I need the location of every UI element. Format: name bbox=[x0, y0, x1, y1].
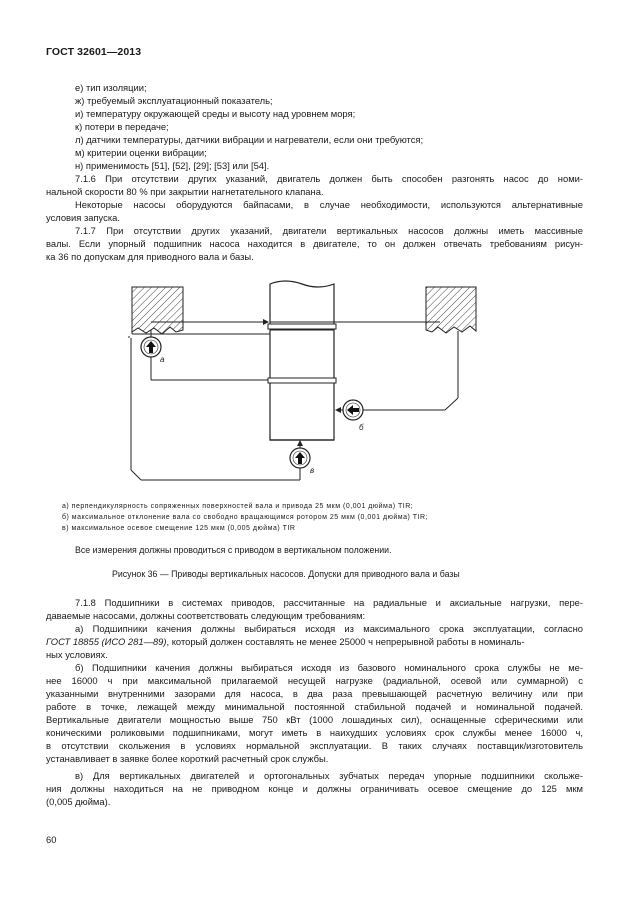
list-item: ж) требуемый эксплуатационный показатель; bbox=[75, 95, 273, 106]
paragraph-line: условия запуска. bbox=[46, 212, 120, 223]
figure-caption: Рисунок 36 — Приводы вертикальных насосов. Допуски для приводного вала и базы bbox=[112, 569, 460, 579]
label-b: б bbox=[359, 423, 364, 432]
paragraph-line: а) Подшипники качения должны выбираться исходя из максимального срока эксплуатации, согласно bbox=[75, 623, 583, 634]
label-v: в bbox=[310, 466, 315, 475]
paragraph-line: Некоторые насосы оборудуются байпасами, в случае необходимости, используются альтернативные bbox=[75, 199, 583, 210]
page-number: 60 bbox=[46, 834, 57, 845]
list-item: л) датчики температуры, датчики вибрации и нагреватели, если они требуются; bbox=[75, 134, 424, 145]
paragraph-line bbox=[46, 636, 525, 648]
measurement-note: Все измерения должны проводиться с приводом в вертикальном положении. bbox=[75, 545, 392, 555]
list-item: и) температуру окружающей среды и высоту над уровнем моря; bbox=[75, 108, 356, 119]
figure-note: в) максимальное осевое смещение 125 мкм (0,005 дюйма) TIR bbox=[62, 525, 296, 532]
document-header: ГОСТ 32601—2013 bbox=[46, 46, 142, 58]
paragraph-line: коническими роликовыми подшипниками, могут иметь в наихудших условиях срок службы менее 16000 ч, bbox=[46, 727, 583, 738]
dial-indicator-b bbox=[336, 331, 458, 432]
list-item: е) тип изоляции; bbox=[75, 82, 147, 93]
list-item: н) применимость [51], [52], [29]; [53] или [54]. bbox=[75, 160, 270, 171]
paragraph-line: работе в точке, лежащей между минимальной постоянной стабильной подачей и номинальной подачей. bbox=[46, 701, 583, 712]
paragraph-line: указанными внутренними зазорами для насоса, в два раза превышающей расчетную величину или при bbox=[46, 688, 583, 699]
paragraph-line: 7.1.6 При отсутствии других указаний, двигатель должен быть способен разгонять насос до номи- bbox=[75, 173, 583, 184]
paragraph-line: ния должны находиться на не приводном конце и должны ограничивать осевое смещение до 125 мкм bbox=[46, 783, 583, 794]
paragraph-line: нальной скорости 80 % при закрытии нагнетательного клапана. bbox=[46, 186, 324, 197]
paragraph-line: 7.1.7 При отсутствии других указаний, двигатели вертикальных насосов должны иметь массивные bbox=[75, 225, 583, 236]
label-a: а bbox=[160, 355, 165, 364]
figure-note: а) перпендикулярность сопряженных поверхностей вала и привода 25 мкм (0,001 дюйма) TIR; bbox=[62, 503, 414, 510]
paragraph-line: ных условиях. bbox=[46, 649, 108, 660]
paragraph-line: даваемые насосами, должны соответствовать следующим требованиям: bbox=[46, 610, 366, 621]
figure-note: б) максимальное отклонение вала со свободно вращающимся ротором 25 мкм (0,001 дюйма) TIR; bbox=[62, 514, 428, 521]
list-item: м) критерии оценки вибрации; bbox=[75, 147, 207, 158]
paragraph-line: б) Подшипники качения должны выбираться исходя из базового номинального срока службы не ме- bbox=[75, 662, 583, 673]
standard-reference: ГОСТ 18855 (ИСО 281—89) bbox=[46, 636, 167, 647]
left-base-support bbox=[132, 287, 183, 334]
right-base-support bbox=[426, 287, 476, 333]
paragraph-line: в отсутствии скольжения в условиях нормальной эксплуатации. В таких случаях поставщик/изготовитель bbox=[46, 740, 583, 751]
paragraph-line: устанавливает в заявке более короткий расчетный срок службы. bbox=[46, 753, 329, 764]
paragraph-line: нее 16000 ч при максимальной прилагаемой несущей нагрузке (радиальной, осевой или суммарной) с bbox=[46, 675, 583, 686]
paragraph-line: (0,005 дюйма). bbox=[46, 796, 111, 807]
paragraph-line: 7.1.8 Подшипники в системах приводов, рассчитанные на радиальные и аксиальные нагрузки, пере- bbox=[75, 597, 583, 608]
paragraph-line: валы. Если упорный подшипник насоса находится в двигателе, то он должен отвечать требованиям рисун- bbox=[46, 238, 583, 249]
paragraph-line-rest: , который должен составлять не менее 25000 ч непрерывной работы в номиналь- bbox=[166, 636, 525, 647]
drive-shaft bbox=[268, 281, 336, 440]
paragraph-line: в) Для вертикальных двигателей и ортогональных зубчатых передач упорные подшипники скольже- bbox=[75, 770, 583, 781]
paragraph-line: Вертикальные двигатели мощностью выше 750 кВт (1000 лошадиных сил), оснащенные сферическими или bbox=[46, 714, 583, 725]
paragraph-line: ка 36 по допускам для приводного вала и базы. bbox=[46, 251, 254, 262]
list-item: к) потери в передаче; bbox=[75, 121, 169, 132]
